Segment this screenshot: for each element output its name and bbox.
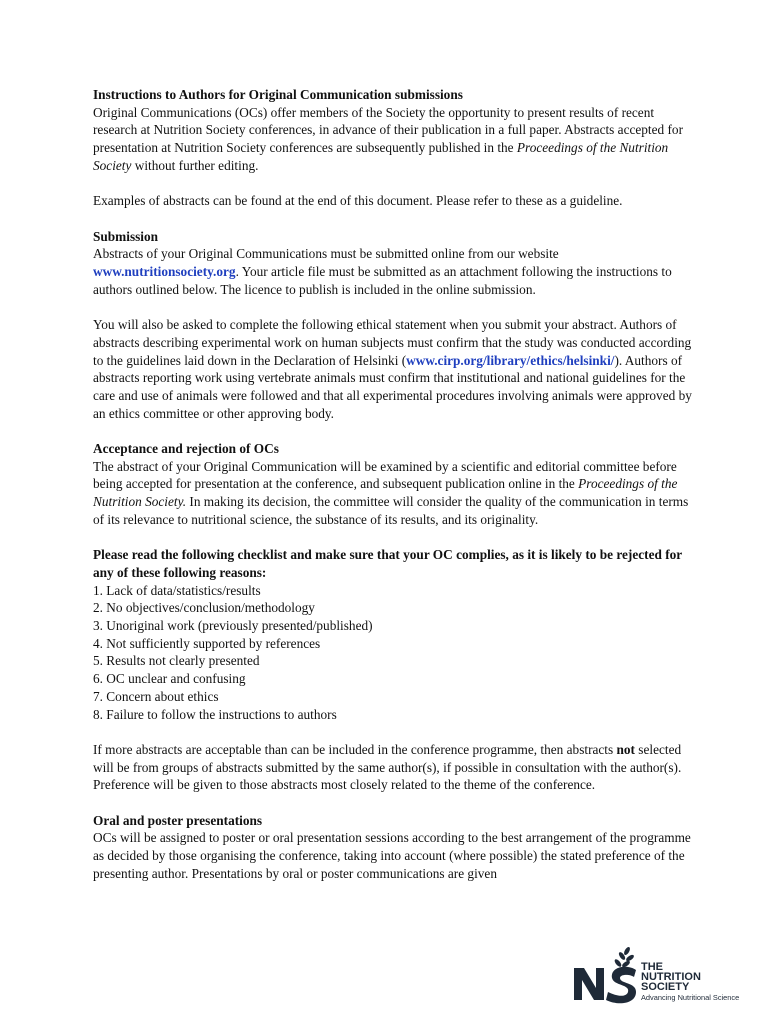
list-item: 5. Results not clearly presented [93,653,260,669]
acceptance-heading: Acceptance and rejection of OCs [93,441,279,456]
submission-heading: Submission [93,228,159,244]
list-item: 8. Failure to follow the instructions to authors [93,706,337,722]
intro-text-start: Original Communications (OCs) offer members of the Society the opportunity to present results of recent research at Nutrition Society conferences, in advance of their publication in a full paper. Abstracts accepted for presentation at Nutrition Society conferences are subsequently published in the [93,104,683,156]
intro-text-end: without further editing. [131,157,259,173]
page-title: Instructions to Authors for Original Communication submissions [93,87,463,102]
logo-line-nutrition: NUTRITION [641,971,701,983]
list-item: 1. Lack of data/statistics/results [93,582,261,598]
list-item: 3. Unoriginal work (previously presented/published) [93,618,373,634]
ethics-text-end: ). Authors of abstracts reporting work using vertebrate animals must confirm that institutional and national guidelines for the care and use of animals were followed and that all experimental procedures involving animals were approved by an ethics committee or other approving body. [93,352,692,421]
ethics-text-start: You will also be asked to complete the following ethical statement when you submit your abstract. Authors of abstracts describing experimental work on human subjects must confirm that the study was conducted according to the guidelines laid down in the Declaration of Helsinki ( [93,317,692,368]
checklist-heading: Please read the following checklist and make sure that your OC complies, as it is likely to be rejected for any of these following reasons: [93,547,682,580]
submission-text-start: Abstracts of your Original Communications must be submitted online from our website [93,246,559,262]
submission-text-end: . Your article file must be submitted as an attachment following the instructions to authors outlined below. The licence to publish is included in the online submission. [93,264,672,297]
presentations-heading: Oral and poster presentations [93,812,263,828]
list-item: 4. Not sufficiently supported by references [93,635,321,651]
checklist [93,582,693,724]
list-item: 7. Concern about ethics [93,688,219,704]
selection-paragraph [93,741,693,794]
helsinki-link[interactable]: www.cirp.org/library/ethics/helsinki/ [406,352,615,368]
logo-tagline: Advancing Nutritional Science [641,993,740,1002]
ethics-paragraph [93,316,693,422]
list-item: 6. OC unclear and confusing [93,671,246,687]
journal-title: Proceedings of the Nutrition Society [93,140,669,173]
submission-paragraph [93,245,693,298]
selection-text-end: selected will be from groups of abstracts submitted by the same author(s), if possible in consultation with the author(s). Preference will be given to those abstracts most closely related to the theme of the conference. [93,741,682,793]
nutrition-society-logo [572,946,752,1006]
ns-monogram-icon [572,946,640,1006]
presentations-paragraph: OCs will be assigned to poster or oral presentation sessions according to the best arrangement of the programme as decided by those organising the conference, taking into account (where possible) the stated preference of the presenting author. Presentations by oral or poster communications are given [93,830,691,881]
emphasis-not: not [616,741,635,757]
logo-wordmark [641,962,701,992]
intro-paragraph [93,104,693,175]
acceptance-paragraph [93,458,693,529]
document-body [93,86,693,883]
journal-title-2: Proceedings of the Nutrition Society. [93,476,678,510]
logo-line-the: THE [641,961,663,973]
logo-line-society: SOCIETY [641,981,690,993]
selection-text-start: If more abstracts are acceptable than can be included in the conference programme, then abstracts [93,741,617,757]
examples-paragraph: Examples of abstracts can be found at the end of this document. Please refer to these as a guideline. [93,193,623,209]
list-item: 2. No objectives/conclusion/methodology [93,600,315,616]
acceptance-text-end: In making its decision, the committee will consider the quality of the communication in terms of its relevance to nutritional science, the substance of its results, and its originality. [93,494,689,527]
website-link[interactable]: www.nutritionsociety.org [93,264,236,279]
acceptance-text-start: The abstract of your Original Communication will be examined by a scientific and editorial committee before being accepted for presentation at the conference, and subsequent publication online in the [93,458,677,492]
